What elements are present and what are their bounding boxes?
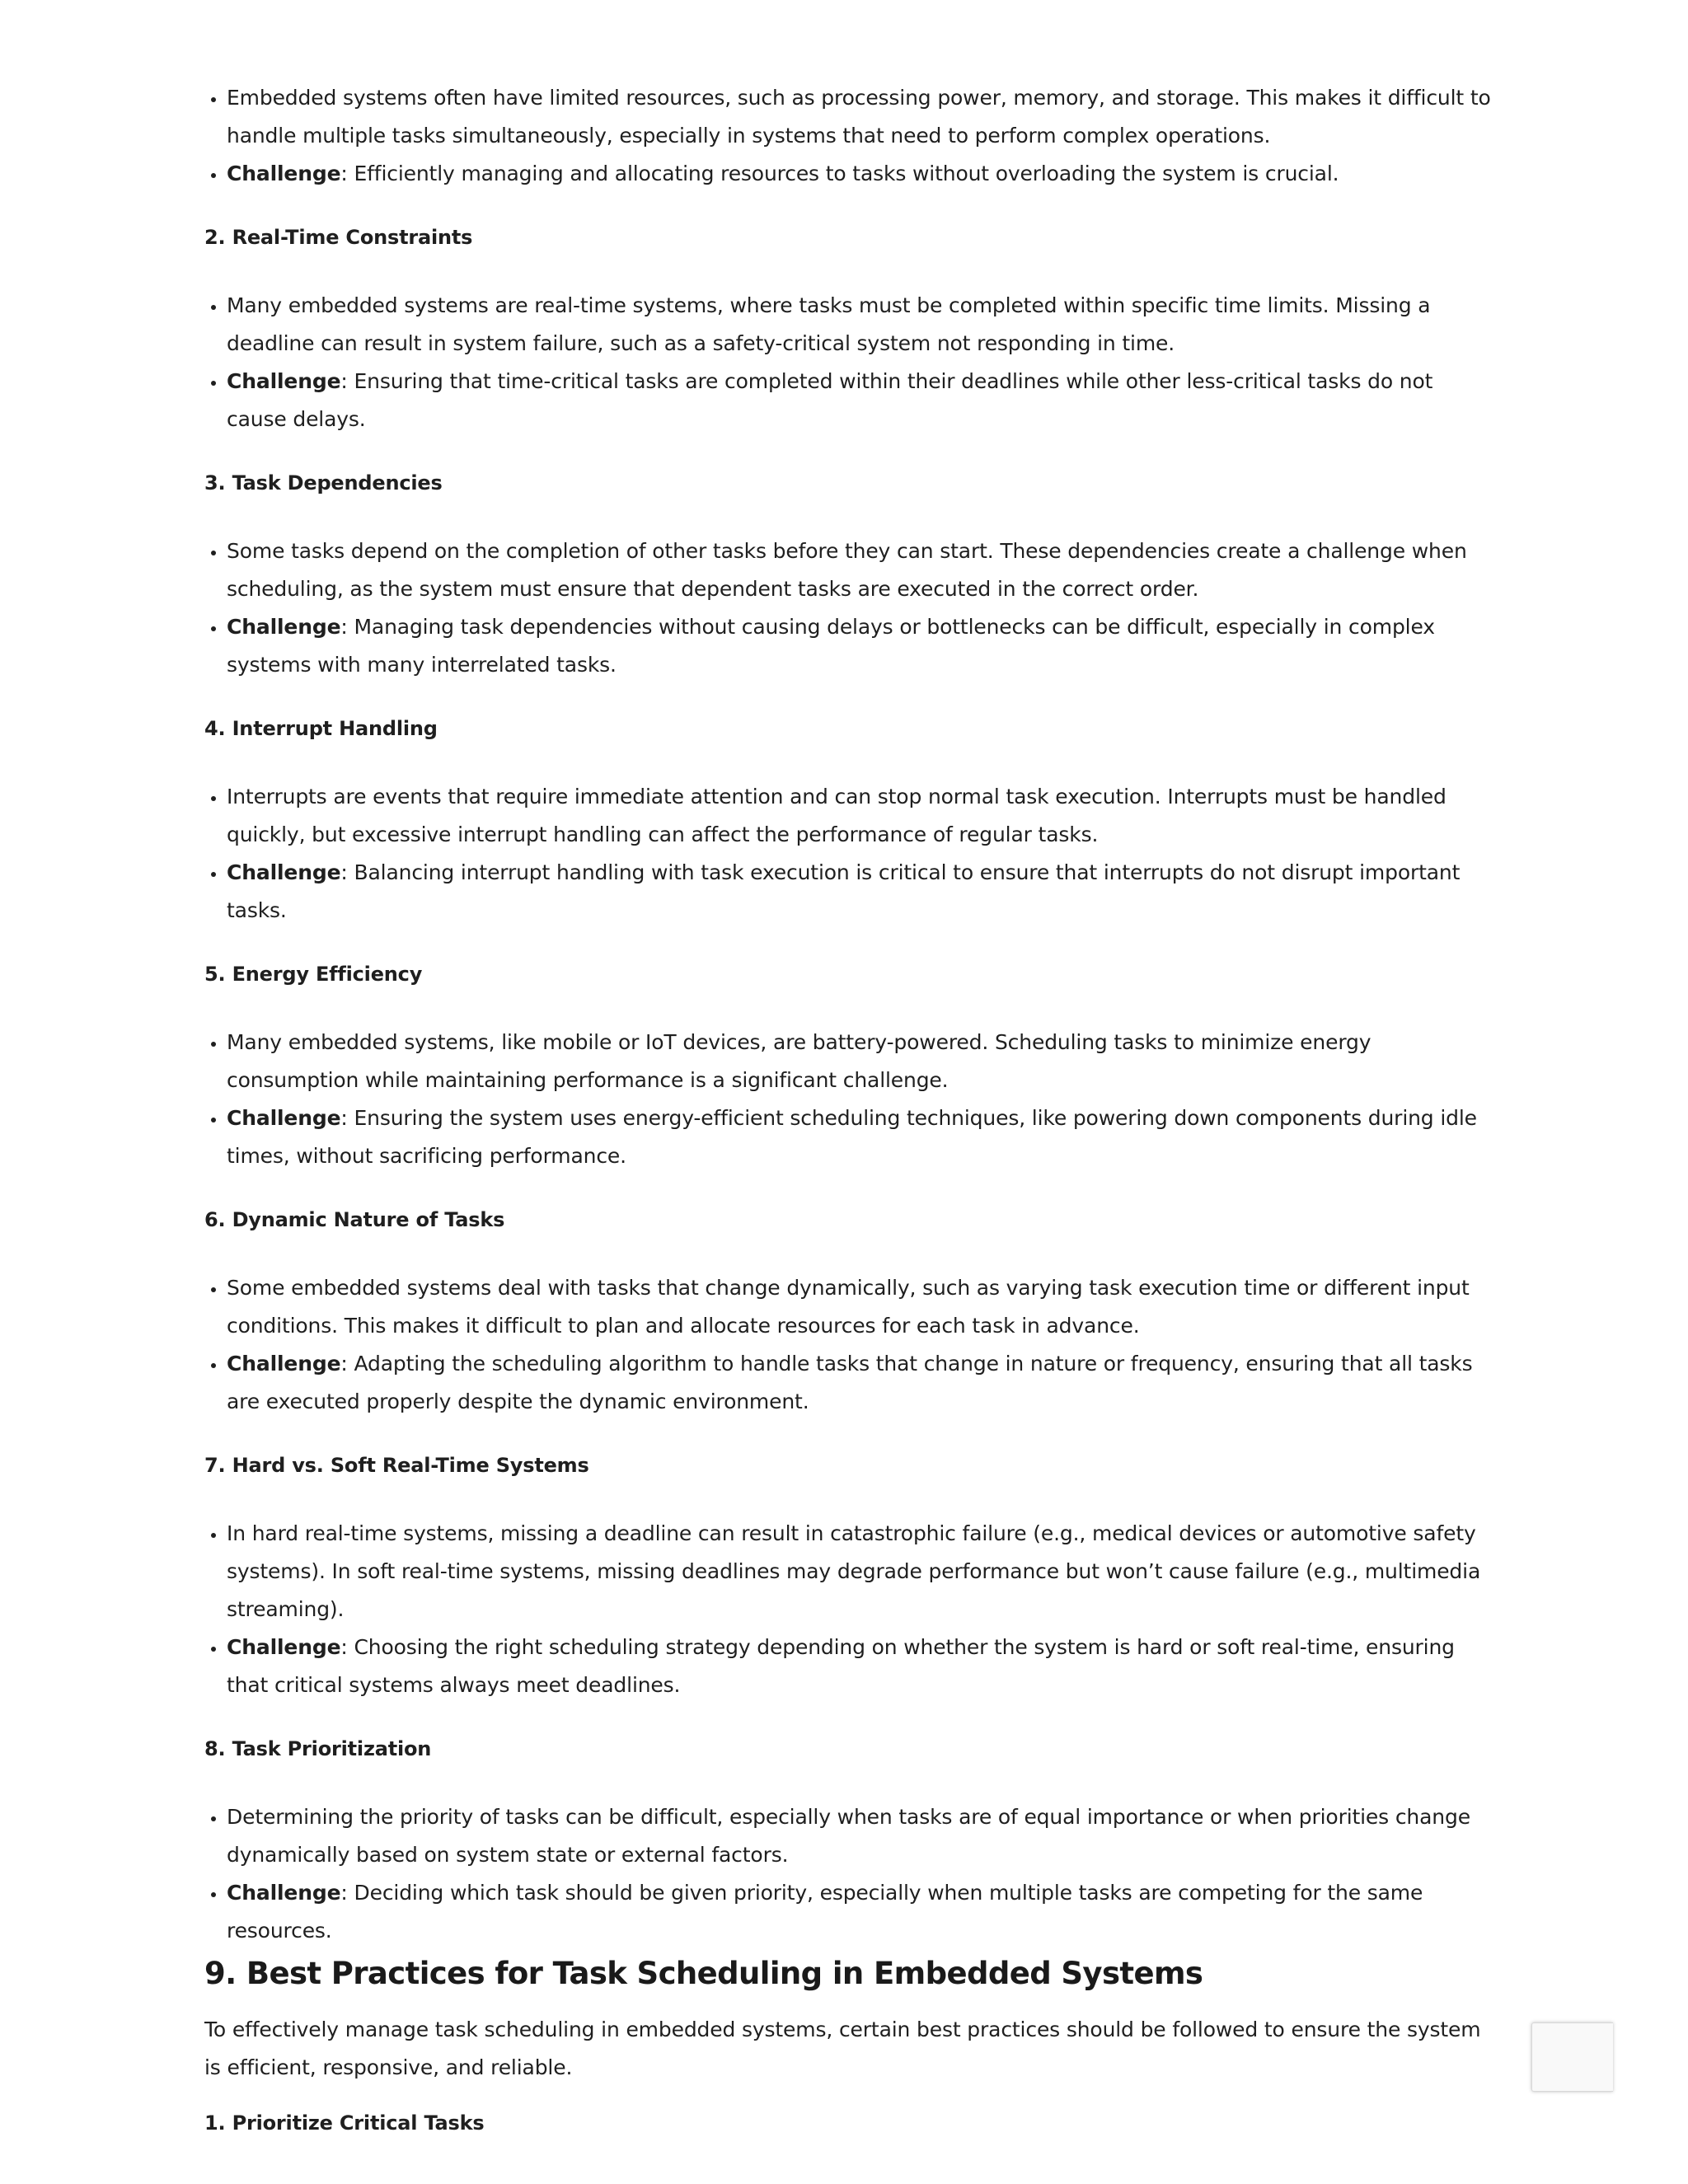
- subheading-task-prioritization: 8. Task Prioritization: [204, 1737, 432, 1760]
- bullet-list: [204, 1024, 1498, 1175]
- subheading-dynamic-nature: 6. Dynamic Nature of Tasks: [204, 1208, 505, 1231]
- challenge-label: Challenge: [227, 1106, 341, 1130]
- subheading-task-dependencies: 3. Task Dependencies: [204, 471, 443, 494]
- subheading-interrupt-handling: 4. Interrupt Handling: [204, 717, 438, 740]
- subheading-energy-efficiency: 5. Energy Efficiency: [204, 963, 423, 986]
- list-item: • Challenge: Ensuring that time-critical tasks are completed within their deadlines while other less-critical tasks do not cause delays.: [227, 363, 1498, 438]
- challenge-label: Challenge: [227, 615, 341, 639]
- intro-paragraph: To effectively manage task scheduling in embedded systems, certain best practices should be followed to ensure the system is efficient, responsive, and reliable.: [204, 2018, 1481, 2079]
- list-item: • Many embedded systems are real-time systems, where tasks must be completed within specific time limits. Missing a deadline can result in system failure, such as a safety-critical system not responding in time.: [227, 287, 1498, 363]
- list-item: • Challenge: Choosing the right scheduling strategy depending on whether the system is hard or soft real-time, ensuring that critical systems always meet deadlines.: [227, 1629, 1498, 1704]
- list-item: • Some tasks depend on the completion of other tasks before they can start. These dependencies create a challenge when scheduling, as the system must ensure that dependent tasks are executed in the correct order.: [227, 532, 1498, 608]
- bullet-list: [204, 1515, 1498, 1704]
- bullet-list: [204, 1798, 1498, 1950]
- challenge-label: Challenge: [227, 860, 341, 884]
- challenge-label: Challenge: [227, 1635, 341, 1659]
- subheading-hard-vs-soft: 7. Hard vs. Soft Real-Time Systems: [204, 1454, 589, 1477]
- bullet-list: [204, 778, 1498, 930]
- recaptcha-badge[interactable]: [1531, 2022, 1613, 2092]
- list-item: • Challenge: Adapting the scheduling algorithm to handle tasks that change in nature or frequency, ensuring that all tasks are executed properly despite the dynamic environment.: [227, 1345, 1498, 1421]
- list-item: • Determining the priority of tasks can be difficult, especially when tasks are of equal importance or when priorities change dynamically based on system state or external factors.: [227, 1798, 1498, 1874]
- list-item: • Many embedded systems, like mobile or IoT devices, are battery-powered. Scheduling tasks to minimize energy consumption while maintaining performance is a significant challenge.: [227, 1024, 1498, 1099]
- list-item: • Challenge: Efficiently managing and allocating resources to tasks without overloading the system is crucial.: [227, 155, 1498, 193]
- challenge-label: Challenge: [227, 162, 341, 185]
- challenge-label: Challenge: [227, 369, 341, 393]
- subheading-real-time-constraints: 2. Real-Time Constraints: [204, 226, 473, 249]
- list-item: • In hard real-time systems, missing a deadline can result in catastrophic failure (e.g., medical devices or automotive safety systems). In soft real-time systems, missing deadlines may degrade performance but won’t cause failure (e.g., multimedia streaming).: [227, 1515, 1498, 1629]
- list-item: • Challenge: Deciding which task should be given priority, especially when multiple tasks are competing for the same resources.: [227, 1874, 1498, 1950]
- subheading-prioritize-critical-tasks: 1. Prioritize Critical Tasks: [204, 2111, 485, 2135]
- list-item: • Challenge: Managing task dependencies without causing delays or bottlenecks can be difficult, especially in complex systems with many interrelated tasks.: [227, 608, 1498, 684]
- list-item: • Some embedded systems deal with tasks that change dynamically, such as varying task execution time or different input conditions. This makes it difficult to plan and allocate resources for each task in advance.: [227, 1269, 1498, 1345]
- article-content: [204, 79, 1498, 2172]
- list-item: • Embedded systems often have limited resources, such as processing power, memory, and storage. This makes it difficult to handle multiple tasks simultaneously, especially in systems that need to perform complex operations.: [227, 79, 1498, 155]
- list-item: • Challenge: Ensuring the system uses energy-efficient scheduling techniques, like powering down components during idle times, without sacrificing performance.: [227, 1099, 1498, 1175]
- section-title-best-practices: 9. Best Practices for Task Scheduling in Embedded Systems: [204, 1956, 1203, 1991]
- challenge-label: Challenge: [227, 1352, 341, 1376]
- list-item: • Challenge: Balancing interrupt handling with task execution is critical to ensure that interrupts do not disrupt important tasks.: [227, 854, 1498, 930]
- bullet-list: [204, 79, 1498, 193]
- bullet-list: [204, 287, 1498, 438]
- challenge-label: Challenge: [227, 1881, 341, 1905]
- bullet-list: [204, 532, 1498, 684]
- bullet-list: [204, 1269, 1498, 1421]
- list-item: • Interrupts are events that require immediate attention and can stop normal task execution. Interrupts must be handled quickly, but excessive interrupt handling can affect the performance of regular tasks.: [227, 778, 1498, 854]
